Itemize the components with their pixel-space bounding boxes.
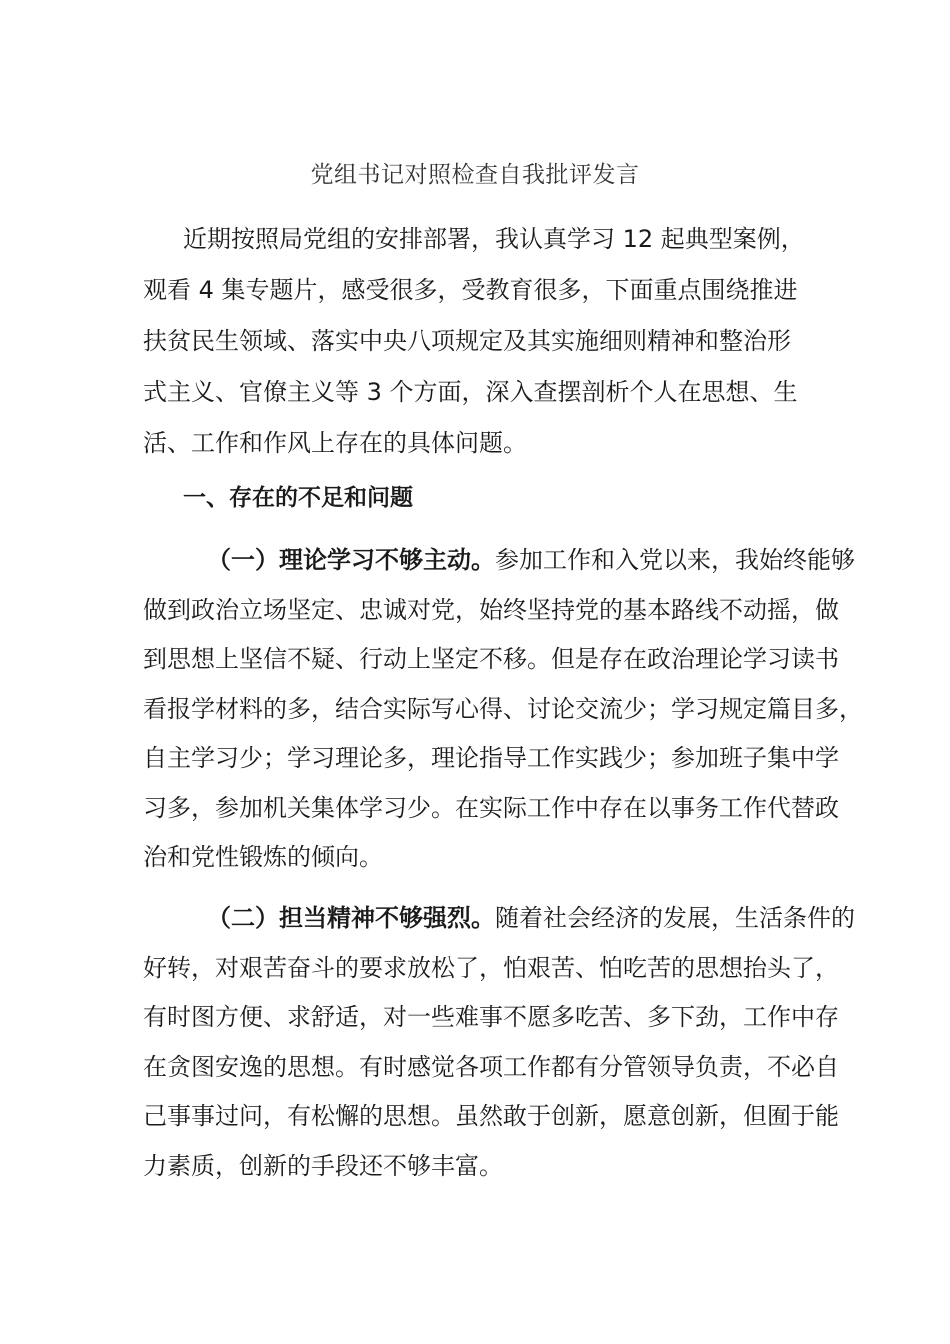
paragraph-text: 随着社会经济的发展，生活条件的	[495, 904, 855, 932]
intro-paragraph	[143, 214, 855, 469]
paragraph-lead-heading: （二）担当精神不够强烈。	[207, 904, 495, 932]
intro-line: 近期按照局党组的安排部署，我认真学习 12 起典型案例，	[183, 225, 805, 253]
paragraph-text: 参加工作和入党以来，我始终能够	[495, 546, 855, 574]
paragraph-line: 治和党性锻炼的倾向。	[143, 843, 383, 871]
paragraph-line: 力素质，创新的手段还不够丰富。	[143, 1151, 503, 1180]
intro-line: 活、工作和作风上存在的具体问题。	[143, 429, 527, 457]
paragraph-responsibility	[143, 894, 855, 1191]
document-title: 党组书记对照检查自我批评发言	[310, 162, 640, 188]
paragraph-line: 做到政治立场坚定、忠诚对党，始终坚持党的基本路线不动摇，做	[143, 595, 839, 624]
paragraph-line: 习多，参加机关集体学习少。在实际工作中存在以事务工作代替政	[143, 793, 839, 822]
paragraph-lead-heading: （一）理论学习不够主动。	[207, 546, 495, 574]
intro-line: 观看 4 集专题片，感受很多，受教育很多，下面重点围绕推进	[143, 276, 798, 304]
paragraph-first-line	[143, 536, 855, 586]
paragraph-line: 好转，对艰苦奋斗的要求放松了，怕艰苦、怕吃苦的思想抬头了，	[143, 953, 839, 982]
paragraph-line: 有时图方便、求舒适，对一些难事不愿多吃苦、多下劲，工作中存	[143, 1003, 839, 1031]
intro-line: 扶贫民生领域、落实中央八项规定及其实施细则精神和整治形	[143, 327, 791, 355]
paragraph-line: 自主学习少；学习理论多，理论指导工作实践少；参加班子集中学	[143, 744, 839, 772]
intro-line: 式主义、官僚主义等 3 个方面，深入查摆剖析个人在思想、生	[143, 378, 798, 406]
section-heading: 一、存在的不足和问题	[183, 485, 413, 511]
paragraph-line: 看报学材料的多，结合实际写心得、讨论交流少；学习规定篇目多，	[143, 694, 863, 723]
paragraph-first-line	[143, 894, 855, 944]
paragraph-line: 在贪图安逸的思想。有时感觉各项工作都有分管领导负责，不必自	[143, 1052, 839, 1081]
paragraph-line: 到思想上坚信不疑、行动上坚定不移。但是存在政治理论学习读书	[143, 645, 839, 673]
paragraph-theory-study	[143, 536, 863, 883]
paragraph-line: 己事事过问，有松懈的思想。虽然敢于创新，愿意创新，但囿于能	[143, 1102, 839, 1130]
